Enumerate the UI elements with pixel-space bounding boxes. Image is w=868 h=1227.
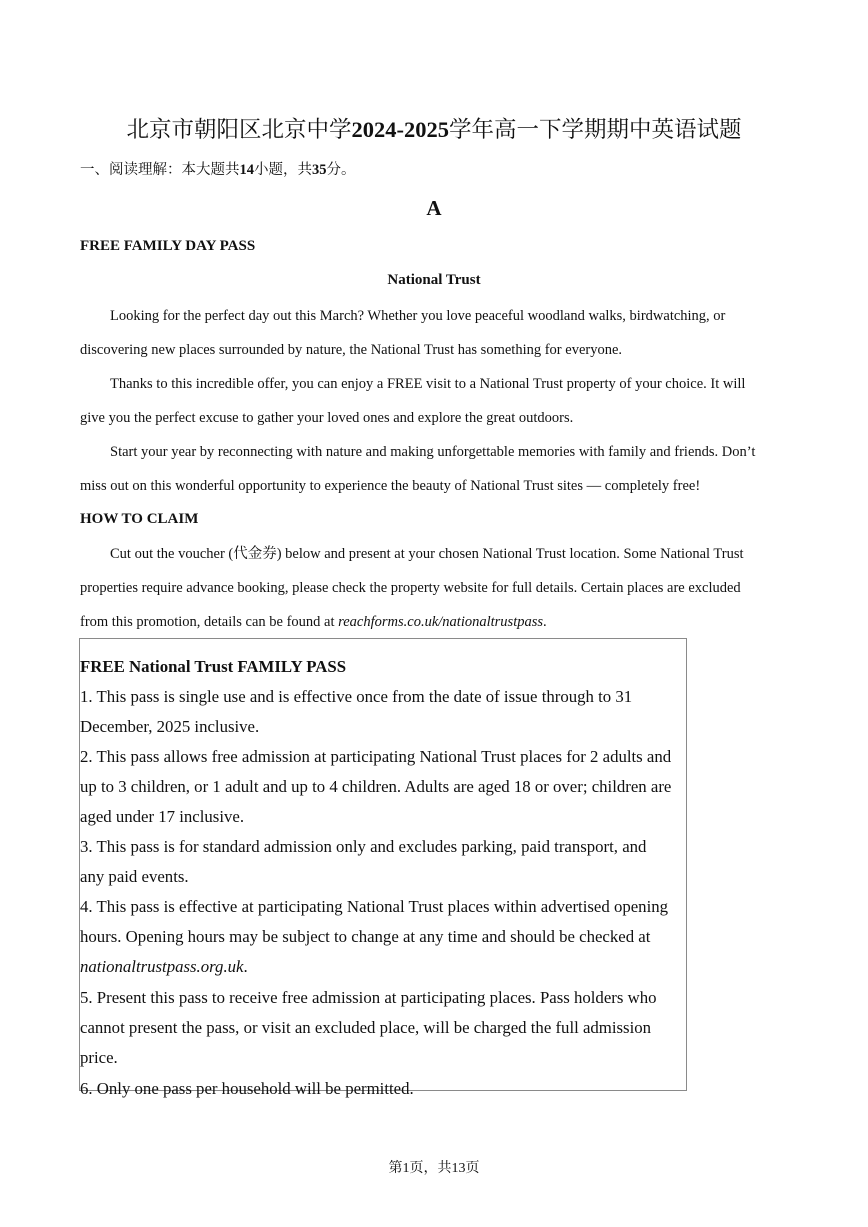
voucher-line: 5. Present this pass to receive free admission at participating places. Pass holders who — [80, 987, 657, 1007]
claim-link: reachforms.co.uk/nationaltrustpass — [338, 614, 544, 630]
page-title: 北京市朝阳区北京中学2024-2025学年高一下学期期中英语试题 — [126, 117, 742, 142]
voucher-line: price. — [80, 1047, 118, 1067]
ad-org: National Trust — [387, 272, 481, 288]
ad-line: discovering new places surrounded by nature, the National Trust has something for everyone. — [80, 342, 623, 358]
ad-line: Start your year by reconnecting with nature and making unforgettable memories with family and friends. Don’t — [110, 444, 756, 460]
voucher-line: hours. Opening hours may be subject to change at any time and should be checked at — [80, 926, 651, 946]
claim-line: Cut out the voucher (代金券) below and present at your chosen National Trust location. Some National Trust — [110, 546, 744, 562]
voucher-line: 4. This pass is effective at participating National Trust places within advertised opening — [80, 896, 669, 916]
ad-line: Thanks to this incredible offer, you can enjoy a FREE visit to a National Trust property of your choice. It will — [110, 376, 746, 392]
voucher-line: nationaltrustpass.org.uk. — [80, 956, 248, 976]
voucher-link: nationaltrustpass.org.uk — [80, 956, 244, 976]
voucher-line: any paid events. — [80, 866, 189, 886]
voucher-title: FREE National Trust FAMILY PASS — [80, 656, 347, 676]
claim-line: properties require advance booking, please check the property website for full details. Certain places are excluded — [80, 580, 741, 596]
voucher-line: up to 3 children, or 1 adult and up to 4 children. Adults are aged 18 or over; children are — [80, 776, 672, 796]
ad-line: miss out on this wonderful opportunity to experience the beauty of National Trust sites — completely free! — [80, 478, 701, 494]
voucher-line: cannot present the pass, or visit an excluded place, will be charged the full admission — [80, 1017, 652, 1037]
voucher-line: aged under 17 inclusive. — [80, 806, 245, 826]
claim-line: from this promotion, details can be found at reachforms.co.uk/nationaltrustpass. — [80, 614, 547, 630]
ad-line: Looking for the perfect day out this March? Whether you love peaceful woodland walks, birdwatching, or — [110, 308, 726, 324]
voucher-line: December, 2025 inclusive. — [80, 716, 260, 736]
voucher-line: 1. This pass is single use and is effective once from the date of issue through to 31 — [80, 686, 633, 706]
voucher-line: 6. Only one pass per household will be permitted. — [80, 1078, 414, 1098]
ad-line: give you the perfect excuse to gather your loved ones and explore the great outdoors. — [80, 410, 574, 426]
claim-heading: HOW TO CLAIM — [80, 511, 199, 527]
page-footer: 第1页，共13页 — [388, 1161, 480, 1176]
voucher-line: 3. This pass is for standard admission only and excludes parking, paid transport, and — [80, 836, 647, 856]
voucher-line: 2. This pass allows free admission at participating National Trust places for 2 adults and — [80, 746, 672, 766]
section-heading: 一、阅读理解：本大题共14小题，共35分。 — [80, 162, 356, 178]
passage-letter: A — [426, 196, 442, 220]
ad-heading: FREE FAMILY DAY PASS — [80, 238, 256, 254]
